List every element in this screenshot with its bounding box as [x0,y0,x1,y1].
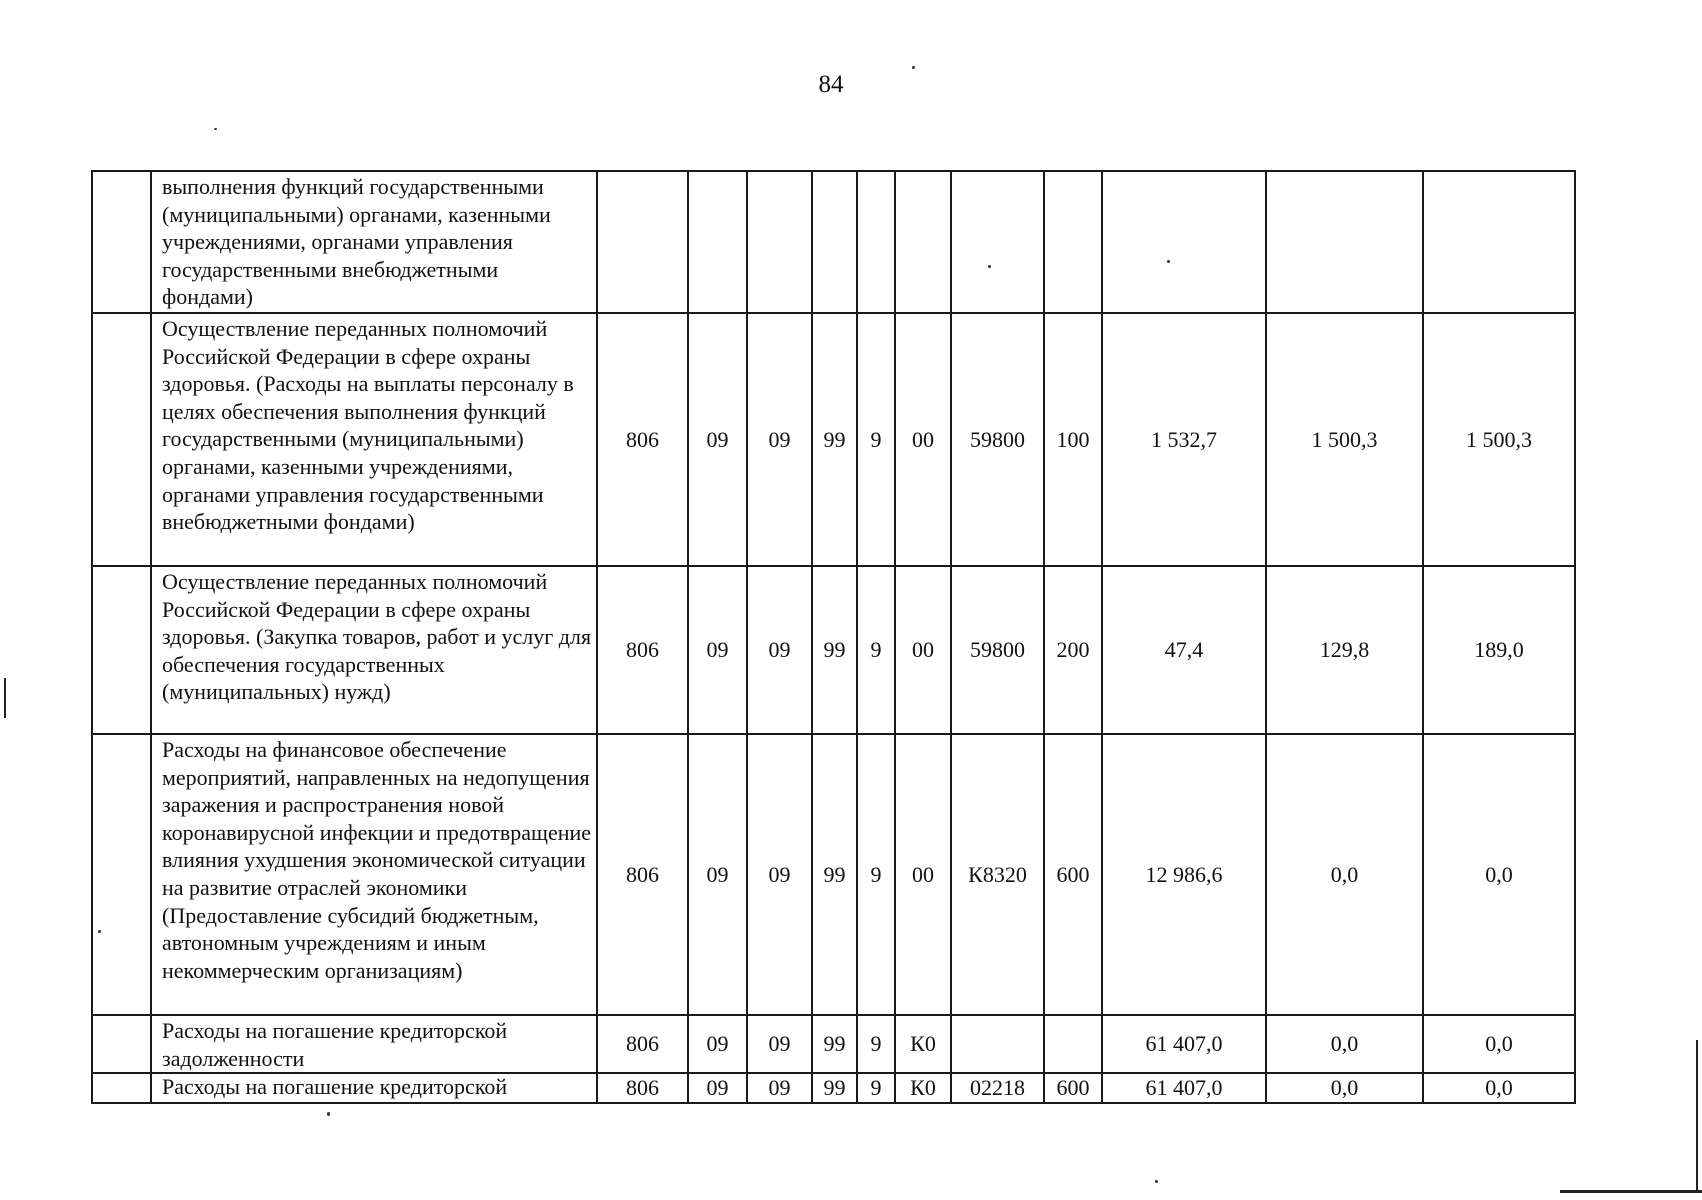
cell-main-activity: К0 [895,1015,951,1073]
cell-amount-year1: 61 407,0 [1102,1015,1266,1073]
cell-section [688,171,747,313]
cell-subsection: 09 [747,1015,812,1073]
row-description: Расходы на погашение кредиторской [151,1073,597,1103]
cell-amount-year2: 0,0 [1266,1015,1423,1073]
cell-ministry-code: 806 [597,1015,688,1073]
cell-subprogram: 9 [857,1015,895,1073]
cell-section: 09 [688,566,747,734]
cell-amount-year2: 0,0 [1266,734,1423,1015]
cell-direction: К8320 [951,734,1044,1015]
cell-expense-type: 100 [1044,313,1102,566]
scan-speck [98,930,101,933]
cell-ministry-code: 806 [597,734,688,1015]
cell-main-activity: 00 [895,566,951,734]
cell-subsection: 09 [747,734,812,1015]
row-index-cell [92,1015,151,1073]
cell-expense-type: 600 [1044,734,1102,1015]
cell-main-activity: 00 [895,313,951,566]
scan-bottom-line [1560,1190,1702,1193]
row-index-cell [92,734,151,1015]
cell-section: 09 [688,734,747,1015]
cell-main-activity: К0 [895,1073,951,1103]
cell-direction [951,171,1044,313]
cell-section: 09 [688,313,747,566]
cell-expense-type [1044,1015,1102,1073]
cell-amount-year2: 0,0 [1266,1073,1423,1103]
cell-amount-year1 [1102,171,1266,313]
cell-program: 99 [812,566,857,734]
cell-subprogram: 9 [857,566,895,734]
cell-amount-year3: 1 500,3 [1423,313,1575,566]
scan-speck [1155,1180,1158,1183]
cell-expense-type: 200 [1044,566,1102,734]
row-index-cell [92,313,151,566]
cell-amount-year1: 61 407,0 [1102,1073,1266,1103]
row-description: выполнения функций государственными (муниципальными) органами, казенными учреждениями, органами управления государственными внебюджетными фондами) [151,171,597,313]
row-description: Осуществление переданных полномочий Российской Федерации в сфере охраны здоровья. (Расходы на выплаты персоналу в целях обеспечения выполнения функций государственными (муниципальными) органами, казенными учреждениями, органами управления государственными внебюджетными фондами) [151,313,597,566]
cell-amount-year3: 0,0 [1423,1015,1575,1073]
cell-expense-type [1044,171,1102,313]
row-index-cell [92,171,151,313]
row-index-cell [92,1073,151,1103]
scan-speck [214,128,217,130]
cell-program: 99 [812,1073,857,1103]
table-row [92,566,1575,734]
cell-amount-year1: 1 532,7 [1102,313,1266,566]
cell-subsection: 09 [747,1073,812,1103]
cell-direction [951,1015,1044,1073]
cell-program: 99 [812,313,857,566]
cell-amount-year1: 47,4 [1102,566,1266,734]
cell-ministry-code: 806 [597,1073,688,1103]
cell-subsection: 09 [747,566,812,734]
cell-main-activity [895,171,951,313]
cell-program: 99 [812,734,857,1015]
scan-speck [327,1112,330,1116]
cell-amount-year3: 189,0 [1423,566,1575,734]
scan-edge-mark [4,678,6,718]
cell-amount-year3 [1423,171,1575,313]
table-row [92,1015,1575,1073]
table-row [92,734,1575,1015]
scan-right-edge [1696,1040,1698,1192]
row-description: Осуществление переданных полномочий Российской Федерации в сфере охраны здоровья. (Закупка товаров, работ и услуг для обеспечения государственных (муниципальных) нужд) [151,566,597,734]
cell-amount-year1: 12 986,6 [1102,734,1266,1015]
row-index-cell [92,566,151,734]
table-row [92,1073,1575,1103]
row-description: Расходы на погашение кредиторской задолженности [151,1015,597,1073]
row-description: Расходы на финансовое обеспечение мероприятий, направленных на недопущения заражения и распространения новой коронавирусной инфекции и предотвращение влияния ухудшения экономической ситуации на развитие отраслей экономики (Предоставление субсидий бюджетным, автономным учреждениям и иным некоммерческим организациям) [151,734,597,1015]
scan-speck [988,265,991,268]
cell-amount-year2: 129,8 [1266,566,1423,734]
cell-amount-year2 [1266,171,1423,313]
cell-main-activity: 00 [895,734,951,1015]
cell-program [812,171,857,313]
cell-amount-year3: 0,0 [1423,734,1575,1015]
cell-subprogram: 9 [857,734,895,1015]
page-number: 84 [818,71,844,98]
table-row [92,171,1575,313]
cell-section: 09 [688,1015,747,1073]
cell-ministry-code [597,171,688,313]
scan-speck [912,66,915,69]
cell-direction: 02218 [951,1073,1044,1103]
scan-speck [1167,260,1170,263]
cell-section: 09 [688,1073,747,1103]
cell-subsection: 09 [747,313,812,566]
cell-ministry-code: 806 [597,313,688,566]
cell-subprogram: 9 [857,1073,895,1103]
budget-table [91,170,1576,1104]
table-row [92,313,1575,566]
cell-amount-year3: 0,0 [1423,1073,1575,1103]
cell-program: 99 [812,1015,857,1073]
cell-ministry-code: 806 [597,566,688,734]
cell-direction: 59800 [951,566,1044,734]
cell-amount-year2: 1 500,3 [1266,313,1423,566]
cell-direction: 59800 [951,313,1044,566]
cell-subprogram [857,171,895,313]
cell-expense-type: 600 [1044,1073,1102,1103]
cell-subsection [747,171,812,313]
cell-subprogram: 9 [857,313,895,566]
